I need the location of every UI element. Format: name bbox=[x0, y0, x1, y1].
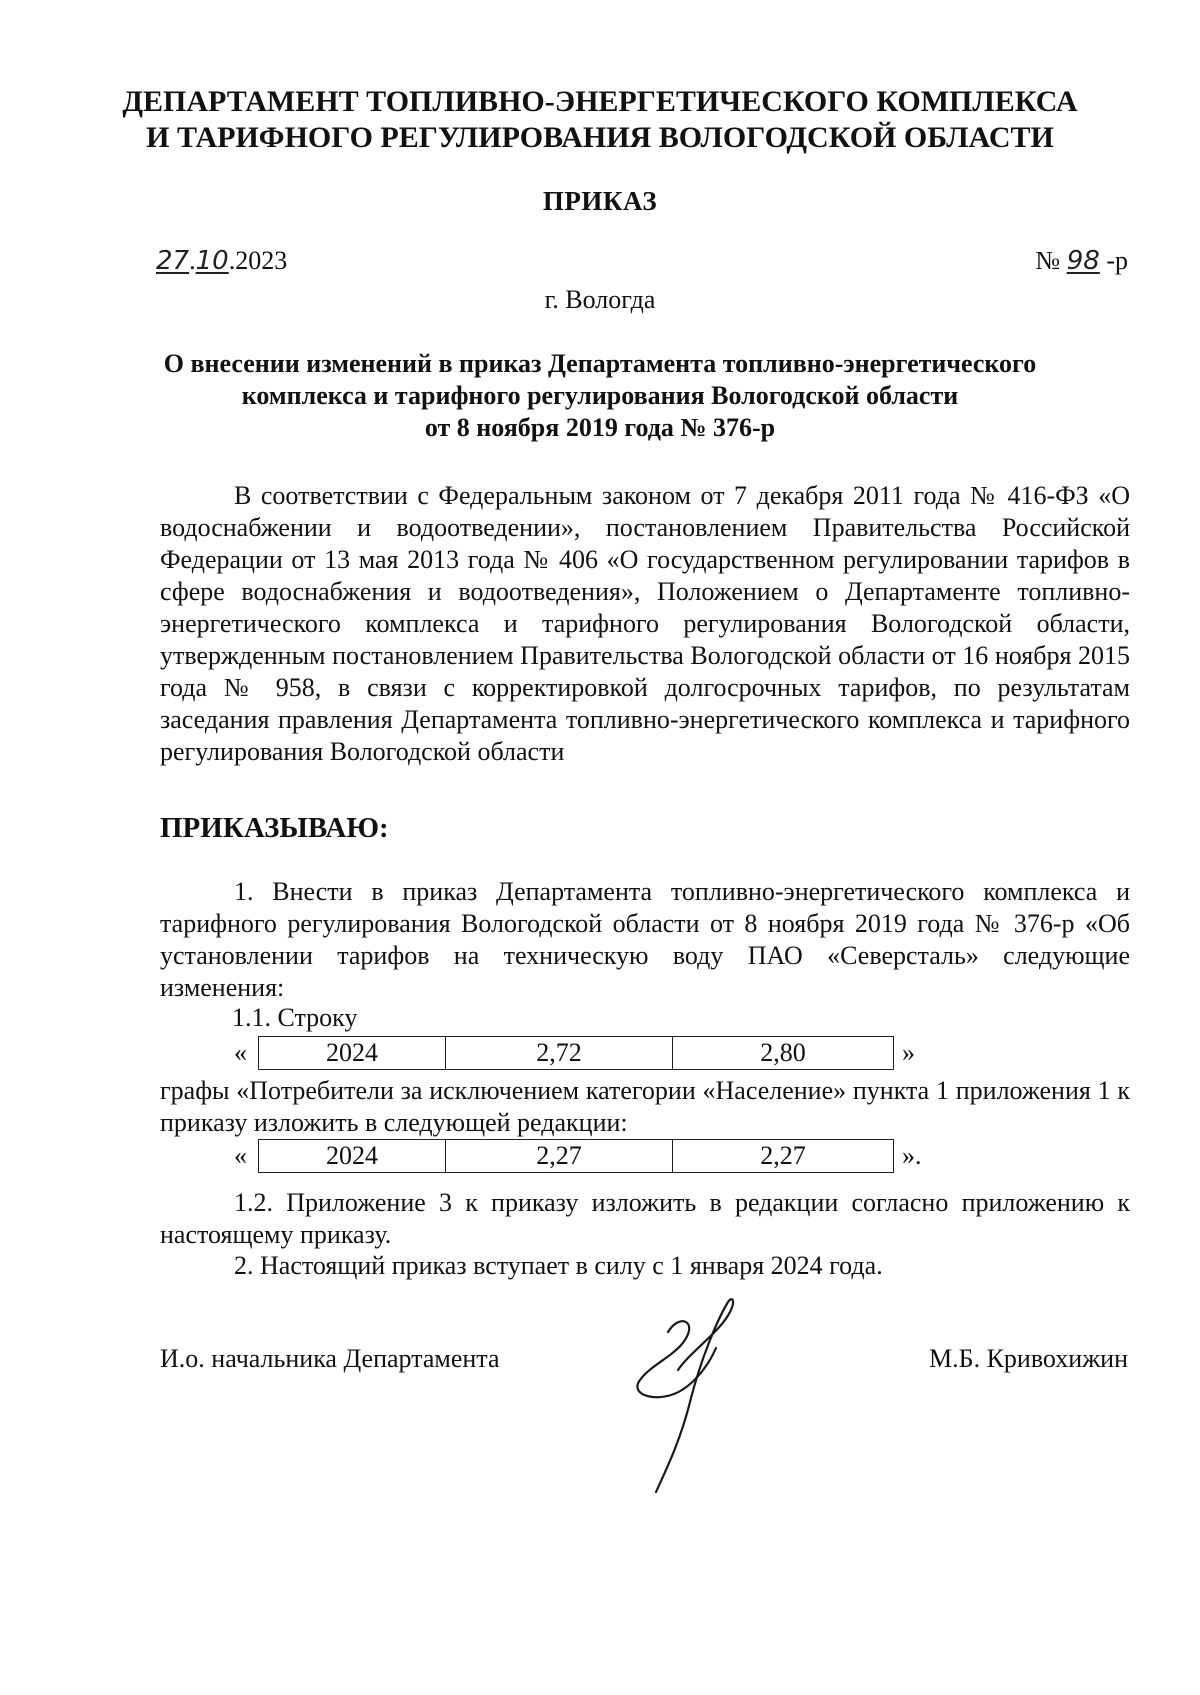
header-line-2: И ТАРИФНОГО РЕГУЛИРОВАНИЯ ВОЛОГОДСКОЙ ОБЛАСТИ bbox=[146, 121, 1054, 154]
old-row-close-quote: » bbox=[902, 1038, 915, 1067]
old-row bbox=[234, 1036, 915, 1070]
basis-paragraph: В соответствии с Федеральным законом от 7 декабря 2011 года № 416-ФЗ «О водоснабжении и водоотведении», постановлением Правительства Российской Федерации от 13 мая 2013 года № 406 «О государственном регулировании тарифов в сфере водоснабжения и водоотведения», Положением о Департаменте топливно-энергетического комплекса и тарифного регулирования Вологодской области, утвержденным постановлением Правительства Вологодской области от 16 ноября 2015 года № 958, в связи с корректировкой долгосрочных тарифов, по результатам заседания правления Департамента топливно-энергетического комплекса и тарифного регулирования Вологодской области bbox=[160, 481, 1130, 766]
item-1: 1. Внести в приказ Департамента топливно-энергетического комплекса и тарифного регулирования Вологодской области от 8 ноября 2019 года № 376-р «Об установлении тарифов на техническую воду ПАО «Северсталь» следующие изменения: bbox=[160, 877, 1130, 1002]
new-row bbox=[234, 1139, 922, 1173]
date-month: 10 bbox=[195, 246, 229, 276]
table-cell: 2,72 bbox=[446, 1037, 673, 1070]
document-type: ПРИКАЗ bbox=[542, 186, 658, 216]
number-value: 98 bbox=[1066, 246, 1100, 276]
subject-line-3: от 8 ноября 2019 года № 376-р bbox=[424, 413, 776, 442]
old-row-table bbox=[258, 1036, 894, 1070]
subject-line-1: О внесении изменений в приказ Департамента топливно-энергетического bbox=[163, 349, 1037, 378]
table-cell: 2,27 bbox=[446, 1140, 673, 1173]
subject-line-2: комплекса и тарифного регулирования Вологодской области bbox=[241, 381, 959, 410]
table-cell: 2,27 bbox=[673, 1140, 894, 1173]
signatory-role: И.о. начальника Департамента bbox=[160, 1344, 500, 1373]
handwritten-signature bbox=[620, 1292, 780, 1502]
order-number bbox=[1035, 246, 1128, 276]
new-row-open-quote: « bbox=[234, 1141, 247, 1170]
header-line-1: ДЕПАРТАМЕНТ ТОПЛИВНО-ЭНЕРГЕТИЧЕСКОГО КОМПЛЕКСА bbox=[122, 85, 1078, 118]
new-row-close-quote: ». bbox=[902, 1141, 922, 1170]
department-header bbox=[120, 84, 1080, 156]
new-row-table bbox=[258, 1139, 894, 1173]
item-1-1-label: 1.1. Строку bbox=[232, 1003, 358, 1032]
city: г. Вологда bbox=[544, 285, 656, 314]
date-day: 27 bbox=[156, 246, 190, 276]
table-cell: 2024 bbox=[259, 1140, 446, 1173]
order-word: ПРИКАЗЫВАЮ: bbox=[160, 812, 389, 844]
number-prefix: № bbox=[1035, 246, 1067, 275]
item-1-2: 1.2. Приложение 3 к приказу изложить в редакции согласно приложению к настоящему приказу. bbox=[160, 1188, 1130, 1249]
signatory-name: М.Б. Кривохижин bbox=[929, 1344, 1128, 1373]
date-year: .2023 bbox=[228, 246, 288, 275]
number-suffix: -р bbox=[1099, 246, 1128, 275]
order-subject bbox=[160, 348, 1040, 444]
order-date bbox=[156, 246, 287, 276]
graph-paragraph: графы «Потребители за исключением категории «Население» пункта 1 приложения 1 к приказу изложить в следующей редакции: bbox=[160, 1076, 1130, 1137]
table-row bbox=[259, 1140, 894, 1173]
table-cell: 2,80 bbox=[673, 1037, 894, 1070]
table-cell: 2024 bbox=[259, 1037, 446, 1070]
table-row bbox=[259, 1037, 894, 1070]
date-separator: . bbox=[189, 246, 196, 275]
item-2: 2. Настоящий приказ вступает в силу с 1 января 2024 года. bbox=[234, 1251, 883, 1280]
old-row-open-quote: « bbox=[234, 1038, 247, 1067]
